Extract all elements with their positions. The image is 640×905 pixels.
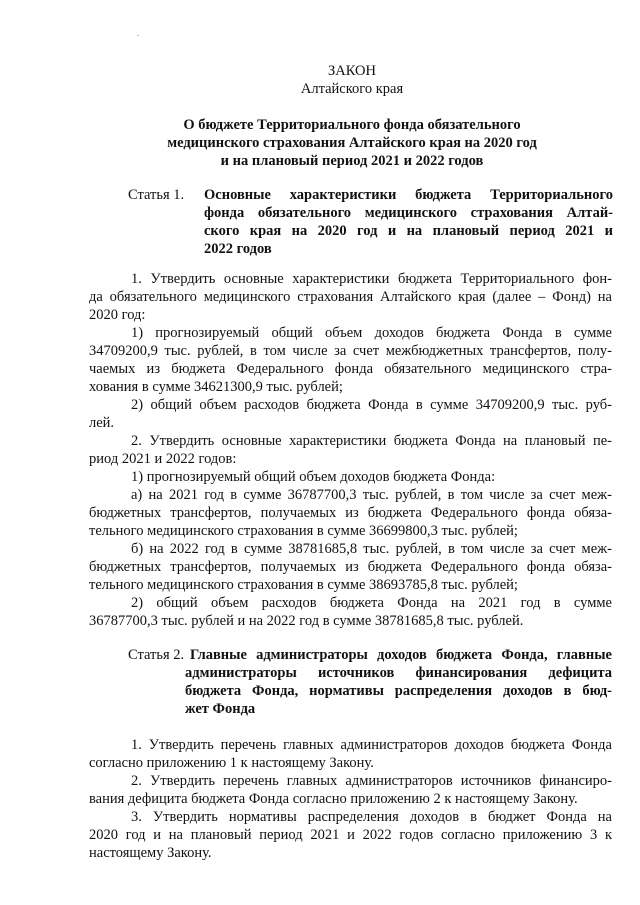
article-1-line: тельного медицинского страхования в сумме 38693785,8 тыс. рублей; [89, 577, 518, 593]
article-2-line: 2020 год и на плановый период 2021 и 2022 годов согласно приложению 3 к [89, 827, 612, 843]
article-1-line: риод 2021 и 2022 годов: [89, 451, 237, 467]
article-1-line: а) на 2021 год в сумме 36787700,3 тыс. рублей, в том числе за счет меж- [131, 487, 612, 503]
law-title-line-2: медицинского страхования Алтайского края на 2020 год [167, 135, 537, 151]
article-1-title-line: фонда обязательного медицинского страхования Алтай- [204, 205, 613, 221]
law-title-line-3: и на плановый период 2021 и 2022 годов [220, 153, 484, 169]
article-1-line: 34709200,9 тыс. рублей, в том числе за счет межбюджетных трансфертов, полу- [89, 343, 612, 359]
article-1-line: 2) общий объем расходов бюджета Фонда в сумме 34709200,9 тыс. руб- [131, 397, 612, 413]
article-2-line: 1. Утвердить перечень главных администраторов доходов бюджета Фонда [131, 737, 612, 753]
scan-artifact [137, 35, 139, 36]
article-2-title-line: бюджета Фонда, нормативы распределения доходов в бюд- [185, 683, 612, 699]
article-1-title-line: ского края на 2020 год и на плановый период 2021 и [204, 223, 613, 239]
article-1-line: лей. [89, 415, 115, 431]
article-1-line: 2. Утвердить основные характеристики бюджета Фонда на плановый пе- [131, 433, 612, 449]
article-2-title-line: администраторы источников финансирования дефицита [185, 665, 612, 681]
article-1-label: Статья 1. [128, 187, 185, 203]
article-1-line: 1) прогнозируемый общий объем доходов бюджета Фонда: [131, 469, 496, 485]
article-2-line: согласно приложению 1 к настоящему Закону. [89, 755, 374, 771]
article-1-line: 1) прогнозируемый общий объем доходов бюджета Фонда в сумме [131, 325, 612, 341]
article-1-line: да обязательного медицинского страхования Алтайского края (далее – Фонд) на [89, 289, 612, 305]
article-2-line: 2. Утвердить перечень главных администраторов источников финансиро- [131, 773, 612, 789]
article-1-line: чаемых из бюджета Федерального фонда обязательного медицинского стра- [89, 361, 612, 377]
article-1-title [204, 186, 613, 258]
article-1-line: тельного медицинского страхования в сумме 36699800,3 тыс. рублей; [89, 523, 518, 539]
region-heading: Алтайского края [300, 81, 404, 97]
article-1-line: 36787700,3 тыс. рублей и на 2022 год в сумме 38781685,8 тыс. рублей. [89, 613, 524, 629]
article-1-title-line: 2022 годов [204, 241, 272, 257]
article-1-line: бюджетных трансфертов, получаемых из бюджета Федерального фонда обяза- [89, 559, 612, 575]
article-2-title-line: Главные администраторы доходов бюджета Фонда, главные [190, 647, 612, 663]
article-1-line: 1. Утвердить основные характеристики бюджета Территориального фон- [131, 271, 612, 287]
article-2-line: настоящему Закону. [89, 845, 212, 861]
article-2-line: 3. Утвердить нормативы распределения доходов в бюджет Фонда на [131, 809, 612, 825]
doc-type-heading: ЗАКОН [328, 63, 376, 79]
article-1-line: б) на 2022 год в сумме 38781685,8 тыс. рублей, в том числе за счет меж- [131, 541, 612, 557]
article-2-label: Статья 2. [128, 647, 185, 663]
article-1-line: 2020 год: [89, 307, 146, 323]
article-2-title-line: жет Фонда [185, 701, 256, 717]
article-1-title-line: Основные характеристики бюджета Территориального [204, 187, 613, 203]
article-2-title [185, 646, 612, 718]
article-1-line: 2) общий объем расходов бюджета Фонда на 2021 год в сумме [131, 595, 612, 611]
article-2-line: вания дефицита бюджета Фонда согласно приложению 2 к настоящему Закону. [89, 791, 578, 807]
article-1-line: бюджетных трансфертов, получаемых из бюджета Федерального фонда обяза- [89, 505, 612, 521]
article-1-line: хования в сумме 34621300,9 тыс. рублей; [89, 379, 343, 395]
law-title-line-1: О бюджете Территориального фонда обязательного [183, 117, 521, 133]
